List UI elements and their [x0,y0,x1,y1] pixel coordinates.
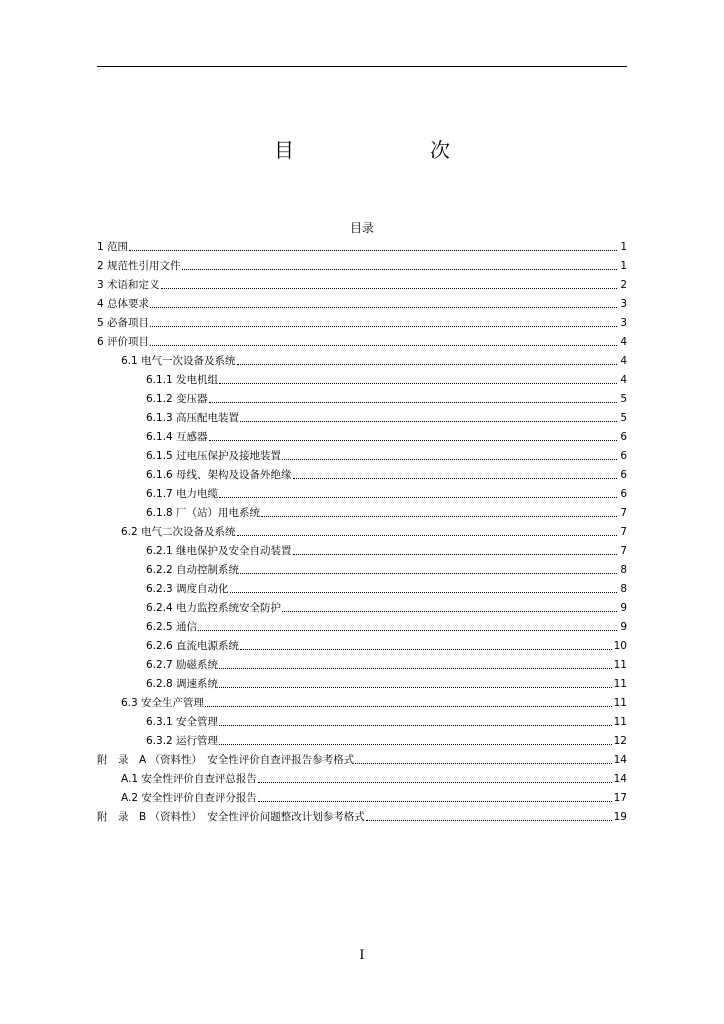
toc-entry-label: 3 术语和定义 [97,279,160,291]
toc-entry-page-number: 1 [620,260,627,272]
toc-entry-label: 6.2.2 自动控制系统 [146,564,240,576]
toc-entry[interactable] [97,579,627,598]
toc-leader-dots [219,725,612,726]
toc-entry-page-number: 9 [620,602,627,614]
toc-entry-page-number: 5 [620,412,627,424]
toc-entry-page-number: 19 [613,811,627,823]
toc-entry[interactable] [97,237,627,256]
toc-entry-label: 6.2.4 电力监控系统安全防护 [146,602,282,614]
toc-entry-label: A.2 安全性评价自查评分报告 [121,792,257,804]
page-title: 目 次 [274,138,482,162]
toc-entry-label: 6.2.5 通信 [146,621,198,633]
toc-leader-dots [205,706,612,707]
toc-leader-dots [366,820,612,821]
toc-entry-label: 6.1 电气一次设备及系统 [121,355,236,367]
toc-entry-page-number: 14 [613,773,627,785]
toc-entry-page-number: 4 [620,374,627,386]
toc-leader-dots [219,497,617,498]
toc-entry[interactable] [97,370,627,389]
toc-entry-label: 6.3.2 运行管理 [146,735,219,747]
toc-leader-dots [209,402,617,403]
toc-entry-page-number: 7 [620,545,627,557]
toc-entry[interactable] [97,522,627,541]
toc-entry-page-number: 6 [620,488,627,500]
toc-entry-page-number: 4 [620,336,627,348]
toc-entry-label: 2 规范性引用文件 [97,260,181,272]
toc-entry[interactable] [97,560,627,579]
toc-entry-label: A.1 安全性评价自查评总报告 [121,773,257,785]
page-number: I [359,948,365,963]
toc-leader-dots [240,421,617,422]
toc-entry-page-number: 9 [620,621,627,633]
toc-entry-page-number: 11 [613,678,627,690]
toc-leader-dots [198,630,617,631]
toc-entry-label: 6.2 电气二次设备及系统 [121,526,236,538]
toc-leader-dots [209,440,617,441]
toc-entry-label: 6.2.1 继电保护及安全自动装置 [146,545,292,557]
toc-entry[interactable] [97,389,627,408]
toc-leader-dots [129,250,617,251]
toc-entry-page-number: 3 [620,298,627,310]
toc-entry-label: 6.2.6 直流电源系统 [146,640,240,652]
toc-entry-page-number: 11 [613,716,627,728]
toc-entry-page-number: 2 [620,279,627,291]
toc-entry-page-number: 8 [620,564,627,576]
toc-entry-label: 6.1.8 厂（站）用电系统 [146,507,261,519]
toc-leader-dots [219,383,617,384]
toc-leader-dots [240,573,617,574]
toc-entry[interactable] [97,598,627,617]
toc-entry-page-number: 6 [620,431,627,443]
toc-entry-label: 6.1.4 互感器 [146,431,208,443]
toc-leader-dots [230,592,617,593]
toc-entry[interactable] [97,408,627,427]
toc-entry[interactable] [97,807,627,826]
toc-entry-label: 6.3.1 安全管理 [146,716,219,728]
toc-entry-page-number: 8 [620,583,627,595]
toc-leader-dots [258,782,612,783]
toc-entry-page-number: 4 [620,355,627,367]
toc-entry[interactable] [97,351,627,370]
toc-entry-page-number: 6 [620,469,627,481]
toc-leader-dots [219,744,612,745]
toc-entry-page-number: 7 [620,526,627,538]
toc-entry[interactable] [97,617,627,636]
toc-entry[interactable] [97,484,627,503]
toc-leader-dots [258,801,612,802]
toc-leader-dots [237,535,617,536]
toc-entry[interactable] [97,712,627,731]
toc-leader-dots [240,649,612,650]
toc-entry[interactable] [97,256,627,275]
toc-entry[interactable] [97,693,627,712]
toc-entry-label: 6.2.7 励磁系统 [146,659,219,671]
toc-entry[interactable] [97,503,627,522]
toc-entry-label: 6.1.5 过电压保护及接地装置 [146,450,282,462]
toc-entry-page-number: 10 [613,640,627,652]
toc-entry-label: 附 录 B （资料性） 安全性评价问题整改计划参考格式 [97,811,365,823]
toc-entry[interactable] [97,446,627,465]
toc-entry-page-number: 7 [620,507,627,519]
header-rule [97,66,627,67]
toc-entry-page-number: 6 [620,450,627,462]
toc-leader-dots [150,345,617,346]
toc-entry-label: 5 必备项目 [97,317,150,329]
toc-entry-label: 6.1.2 变压器 [146,393,208,405]
toc-entry-label: 6.2.8 调速系统 [146,678,219,690]
toc-leader-dots [219,687,612,688]
toc-entry[interactable] [97,731,627,750]
toc-entry-label: 1 范围 [97,241,129,253]
toc-leader-dots [219,668,612,669]
toc-entry[interactable] [97,541,627,560]
toc-leader-dots [237,364,617,365]
toc-entry[interactable] [97,275,627,294]
toc-entry-label: 6.1.7 电力电缆 [146,488,219,500]
toc-leader-dots [282,459,617,460]
toc-entry-label: 附 录 A （资料性） 安全性评价自查评报告参考格式 [97,754,355,766]
toc-entry-label: 6.1.6 母线、架构及设备外绝缘 [146,469,292,481]
toc-entry[interactable] [97,769,627,788]
toc-leader-dots [182,269,617,270]
toc-entry-page-number: 17 [613,792,627,804]
toc-leader-dots [355,763,611,764]
toc-leader-dots [282,611,617,612]
toc-entry[interactable] [97,465,627,484]
toc-entry-page-number: 12 [613,735,627,747]
table-of-contents [97,237,627,826]
toc-entry[interactable] [97,294,627,313]
toc-entry-page-number: 11 [613,659,627,671]
toc-entry[interactable] [97,636,627,655]
toc-entry-page-number: 1 [620,241,627,253]
toc-entry-page-number: 3 [620,317,627,329]
toc-entry-page-number: 5 [620,393,627,405]
toc-entry[interactable] [97,313,627,332]
toc-heading: 目录 [349,221,374,235]
toc-entry[interactable] [97,788,627,807]
toc-leader-dots [293,554,617,555]
toc-entry[interactable] [97,332,627,351]
toc-leader-dots [161,288,617,289]
toc-entry[interactable] [97,674,627,693]
toc-entry[interactable] [97,655,627,674]
toc-entry[interactable] [97,427,627,446]
toc-entry-label: 6.1.3 高压配电装置 [146,412,240,424]
toc-entry-label: 6.2.3 调度自动化 [146,583,229,595]
toc-entry-page-number: 14 [613,754,627,766]
toc-entry-page-number: 11 [613,697,627,709]
toc-entry-label: 4 总体要求 [97,298,150,310]
toc-entry-label: 6.1.1 发电机组 [146,374,219,386]
toc-leader-dots [261,516,617,517]
toc-leader-dots [150,307,617,308]
toc-entry-label: 6.3 安全生产管理 [121,697,205,709]
toc-leader-dots [150,326,617,327]
toc-leader-dots [293,478,617,479]
toc-entry[interactable] [97,750,627,769]
toc-entry-label: 6 评价项目 [97,336,150,348]
